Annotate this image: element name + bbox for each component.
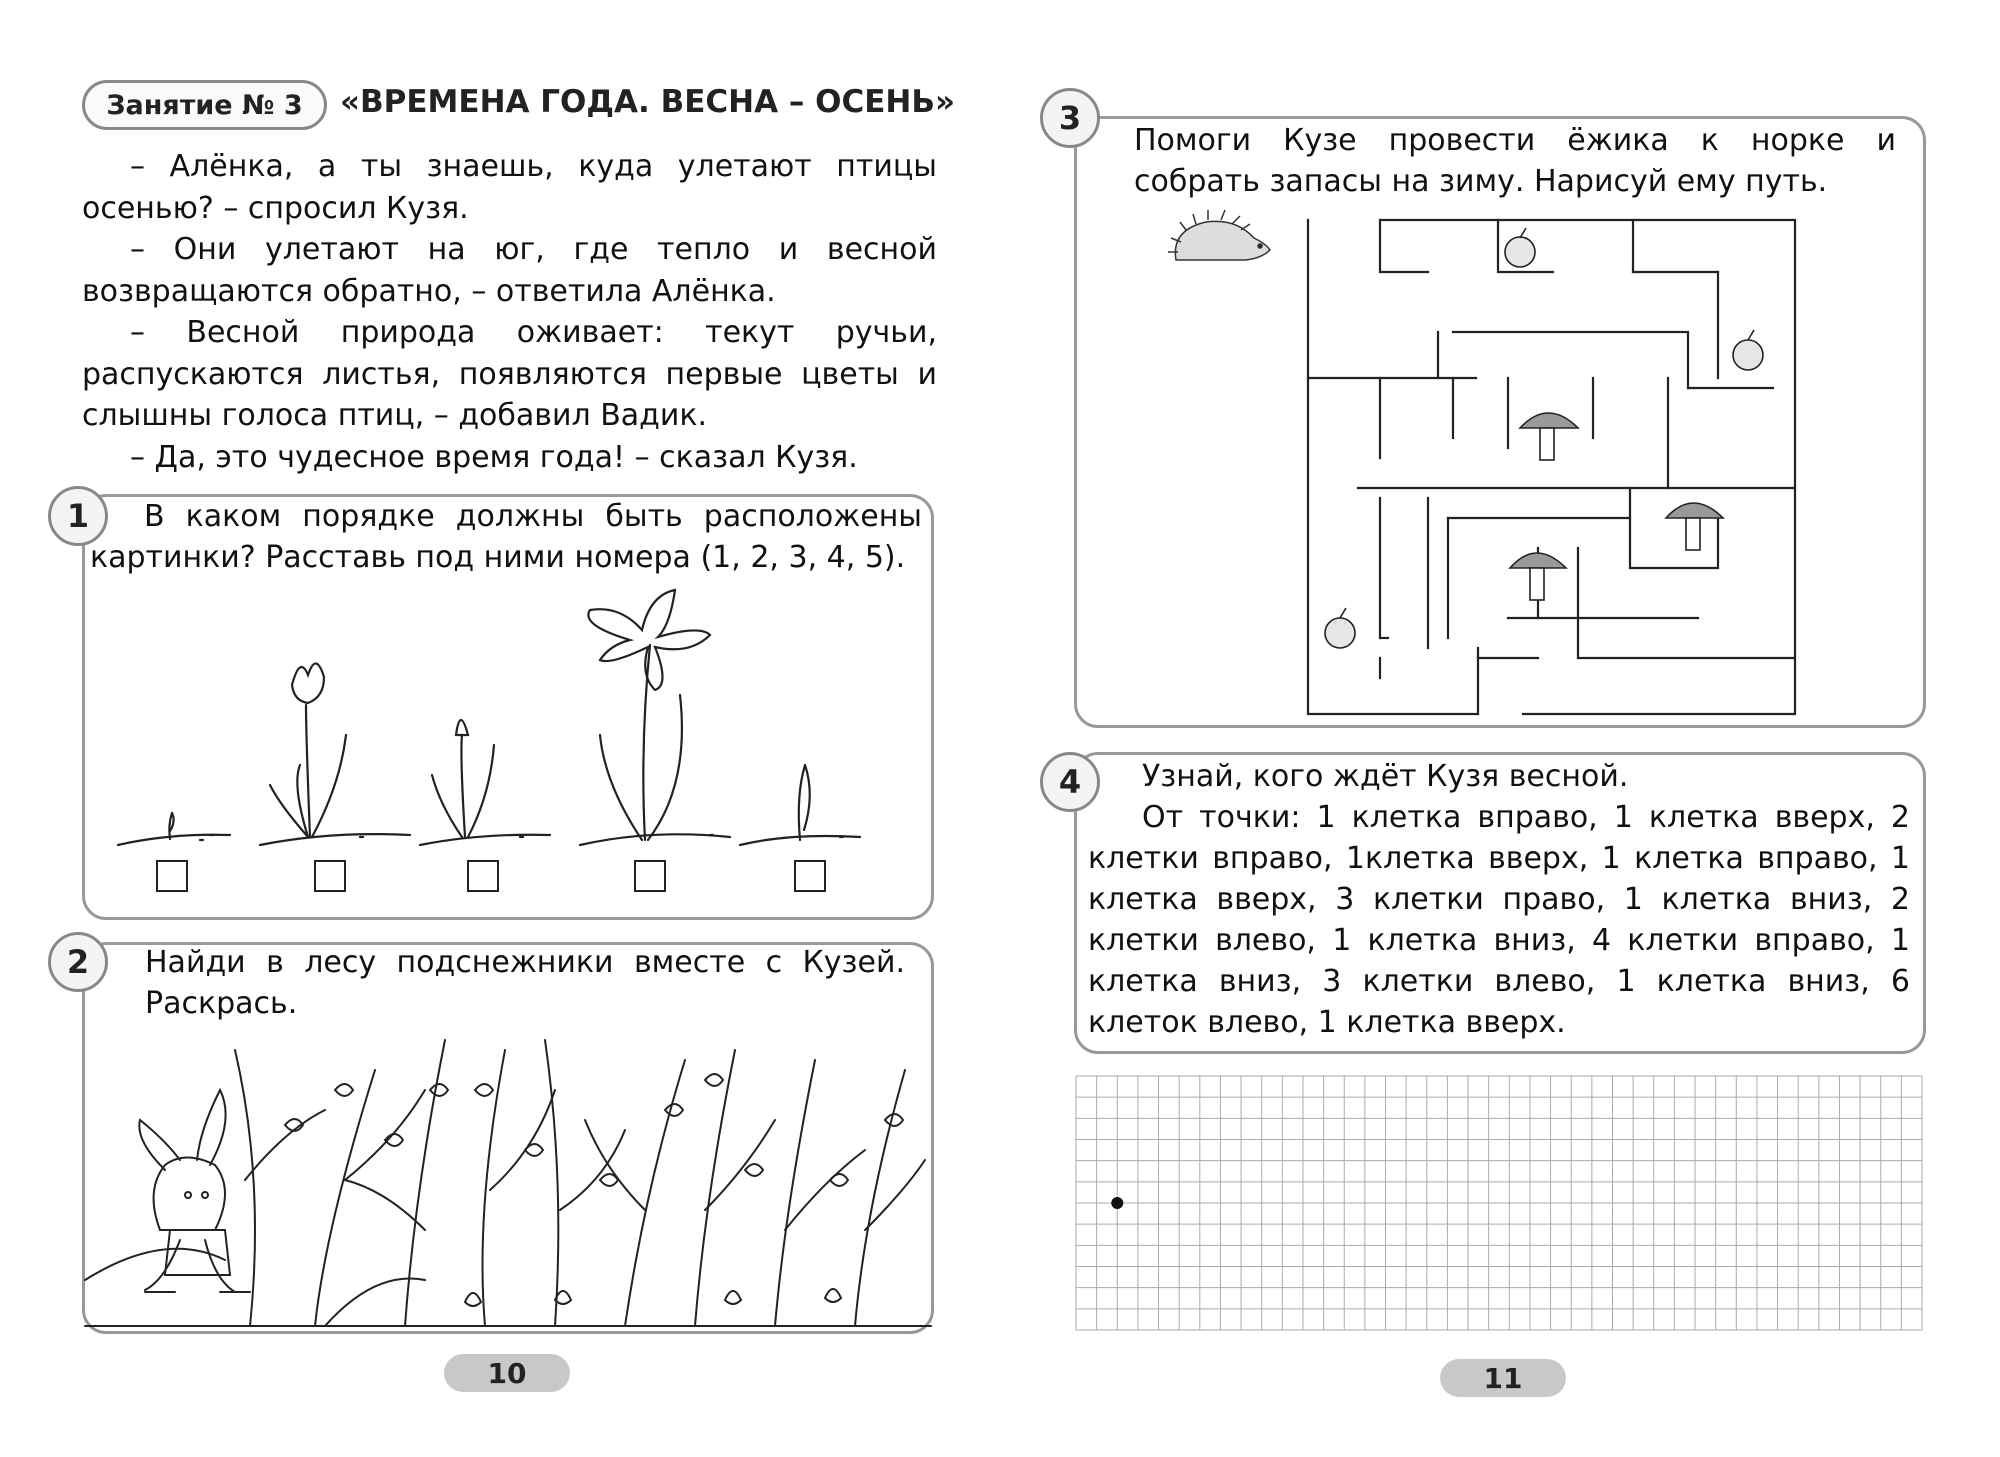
- lesson-label: Занятие № 3: [82, 80, 327, 130]
- task4-text: [1088, 756, 1910, 1043]
- left-page: [0, 0, 990, 1457]
- page-number-10: 10: [444, 1354, 570, 1392]
- start-point-dot: [1111, 1197, 1123, 1209]
- drawing-grid[interactable]: [1076, 1076, 1922, 1330]
- answer-box-2[interactable]: [314, 860, 346, 892]
- page-number-11: 11: [1440, 1359, 1566, 1397]
- right-page: [1000, 0, 2000, 1457]
- task2-text: Найди в лесу подснежники вместе с Кузей. Раскрась.: [145, 945, 905, 1021]
- intro-dialogue: [82, 146, 937, 478]
- maze-illustration[interactable]: [1308, 218, 1908, 718]
- answer-box-4[interactable]: [634, 860, 666, 892]
- task1-number: 1: [48, 486, 108, 546]
- task3-number: 3: [1040, 88, 1100, 148]
- forest-illustration: [85, 1030, 931, 1330]
- intro-paragraph: – Алёнка, а ты знаешь, куда улетают птицы осенью? – спросил Кузя.: [82, 149, 937, 226]
- intro-paragraph: – Весной природа оживает: текут ручьи, распускаются листья, появляются первые цветы и слышны голоса птиц, – добавил Вадик.: [82, 315, 937, 433]
- task4-number: 4: [1040, 752, 1100, 812]
- task4-line1: Узнай, кого ждёт Кузя весной.: [1142, 759, 1629, 794]
- lesson-title: «ВРЕМЕНА ГОДА. ВЕСНА – ОСЕНЬ»: [340, 84, 956, 120]
- flower-sequence-illustration: [110, 585, 940, 855]
- task4-line2: От точки: 1 клетка вправо, 1 клетка вверх, 2 клетки вправо, 1клетка вверх, 1 клетка вправо, 1 клетка вверх, 3 клетки право, 1 клетка вниз, 2 клетки влево, 1 клетка вниз, 4 клетки вправо, 1 клетка вниз, 3 клетки влево, 1 клетка вниз, 6 клеток влево, 1 клетка вверх.: [1088, 800, 1910, 1040]
- task1-text: В каком порядке должны быть расположены картинки? Расставь под ними номера (1, 2, 3, 4, 5).: [90, 499, 922, 575]
- task3-text: Помоги Кузе провести ёжика к норке и собрать запасы на зиму. Нарисуй ему путь.: [1134, 123, 1896, 199]
- intro-paragraph: – Они улетают на юг, где тепло и весной возвращаются обратно, – ответила Алёнка.: [82, 232, 937, 309]
- answer-box-5[interactable]: [794, 860, 826, 892]
- hedgehog-icon: [1166, 210, 1276, 270]
- answer-box-1[interactable]: [156, 860, 188, 892]
- task2-number: 2: [48, 932, 108, 992]
- answer-box-3[interactable]: [467, 860, 499, 892]
- intro-paragraph: – Да, это чудесное время года! – сказал Кузя.: [130, 439, 858, 475]
